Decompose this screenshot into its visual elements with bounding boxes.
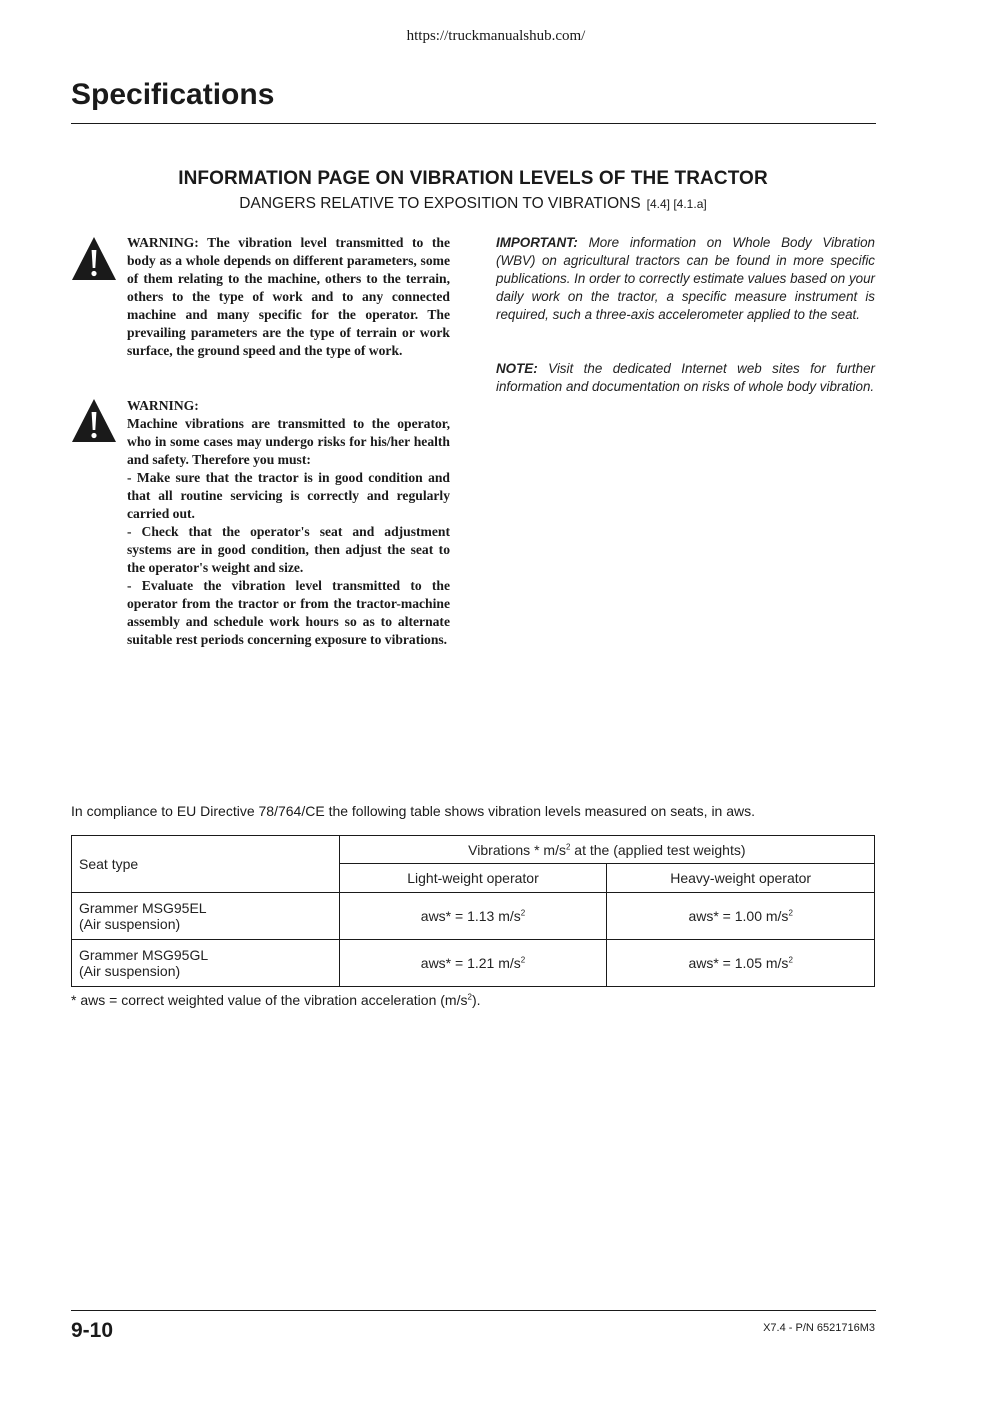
seat-name: Grammer MSG95EL — [79, 900, 207, 916]
warning-2-item: - Evaluate the vibration level transmitted to the operator from the tractor or from the tractor-machine assembly and schedule work hours so as to alternate suitable rest periods concerning exposure to vibrations. — [127, 578, 450, 647]
heavy-weight-header: Heavy-weight operator — [607, 864, 875, 893]
note-label: NOTE: — [496, 361, 538, 376]
unit-sup: 2 — [520, 908, 526, 918]
light-weight-value — [339, 940, 607, 987]
table-footnote — [71, 992, 481, 1008]
light-weight-value — [339, 893, 607, 940]
part-number: X7.4 - P/N 6521716M3 — [763, 1322, 875, 1334]
vibrations-header-sup: 2 — [565, 841, 571, 851]
footnote-tail: ). — [471, 992, 481, 1008]
note — [496, 360, 875, 396]
unit-sup: 2 — [520, 955, 526, 965]
vibrations-header-tail: at the (applied test weights) — [570, 841, 746, 858]
important-note — [496, 234, 875, 324]
warning-1-text — [127, 234, 450, 360]
warning-triangle-icon — [71, 236, 117, 282]
warning-triangle-icon — [71, 398, 117, 444]
source-url: https://truckmanualshub.com/ — [406, 28, 586, 44]
seat-cell — [72, 940, 340, 987]
table-row — [72, 893, 875, 940]
heavy-weight-value — [607, 893, 875, 940]
light-weight-text: aws* = 1.13 m/s — [420, 908, 521, 924]
page-number: 9-10 — [71, 1319, 114, 1342]
seat-suspension: (Air suspension) — [79, 963, 181, 979]
unit-sup: 2 — [788, 908, 793, 918]
compliance-text: In compliance to EU Directive 78/764/CE the following table shows vibration levels measured on seats, in aws. — [71, 803, 756, 819]
subheading-text: DANGERS RELATIVE TO EXPOSITION TO VIBRATIONS — [239, 195, 641, 212]
seat-name: Grammer MSG95GL — [79, 947, 209, 963]
warning-2-text — [127, 397, 450, 649]
section-heading: INFORMATION PAGE ON VIBRATION LEVELS OF THE TRACTOR — [178, 168, 768, 189]
warning-2-label: WARNING: — [127, 398, 199, 413]
vibrations-header-text: Vibrations * m/s — [468, 841, 566, 858]
light-weight-header: Light-weight operator — [339, 864, 607, 893]
warning-2-intro: Machine vibrations are transmitted to the operator, who in some cases may undergo risks for his/her health and safety. Therefore you must: — [127, 416, 450, 467]
vibrations-header — [339, 836, 874, 864]
seat-cell — [72, 893, 340, 940]
section-refs: [4.4] [4.1.a] — [646, 197, 707, 211]
seat-suspension: (Air suspension) — [79, 916, 181, 932]
warning-2-item: - Make sure that the tractor is in good condition and that all routine servicing is correctly and regularly carried out. — [127, 470, 450, 521]
page-title: Specifications — [71, 78, 275, 111]
header-divider — [71, 123, 876, 124]
note-text: Visit the dedicated Internet web sites for further information and documentation on risks of whole body vibration. — [496, 361, 875, 394]
heavy-weight-value — [607, 940, 875, 987]
footnote-sup: 2 — [467, 992, 472, 1002]
table-header-row — [72, 836, 875, 864]
unit-sup: 2 — [788, 955, 793, 965]
warning-1-label: WARNING: — [127, 235, 199, 250]
important-label: IMPORTANT: — [496, 235, 578, 250]
warning-2-item: - Check that the operator's seat and adjustment systems are in good condition, then adjust the seat to the operator's weight and size. — [127, 524, 450, 575]
seat-type-header: Seat type — [72, 836, 340, 893]
footnote-text: * aws = correct weighted value of the vibration acceleration (m/s — [71, 992, 468, 1008]
heavy-weight-text: aws* = 1.05 m/s — [688, 955, 789, 971]
light-weight-text: aws* = 1.21 m/s — [420, 955, 521, 971]
table-row — [72, 940, 875, 987]
section-subheading — [0, 195, 946, 213]
footer-divider — [71, 1310, 876, 1311]
vibration-table — [71, 835, 875, 987]
important-text: More information on Whole Body Vibration (WBV) on agricultural tractors can be found in more specific publications. In order to correctly estimate values based on your daily work on the tractor, a specific measure instrument is required, such a three-axis accelerometer applied to the seat. — [496, 235, 875, 322]
heavy-weight-text: aws* = 1.00 m/s — [688, 908, 789, 924]
warning-1-body: The vibration level transmitted to the body as a whole depends on different parameters, some of them relating to the machine, others to the terrain, others to the type of work and to any connected machine and many specific for the operator. The prevailing parameters are the type of terrain or work surface, the ground speed and the type of work. — [127, 235, 450, 358]
